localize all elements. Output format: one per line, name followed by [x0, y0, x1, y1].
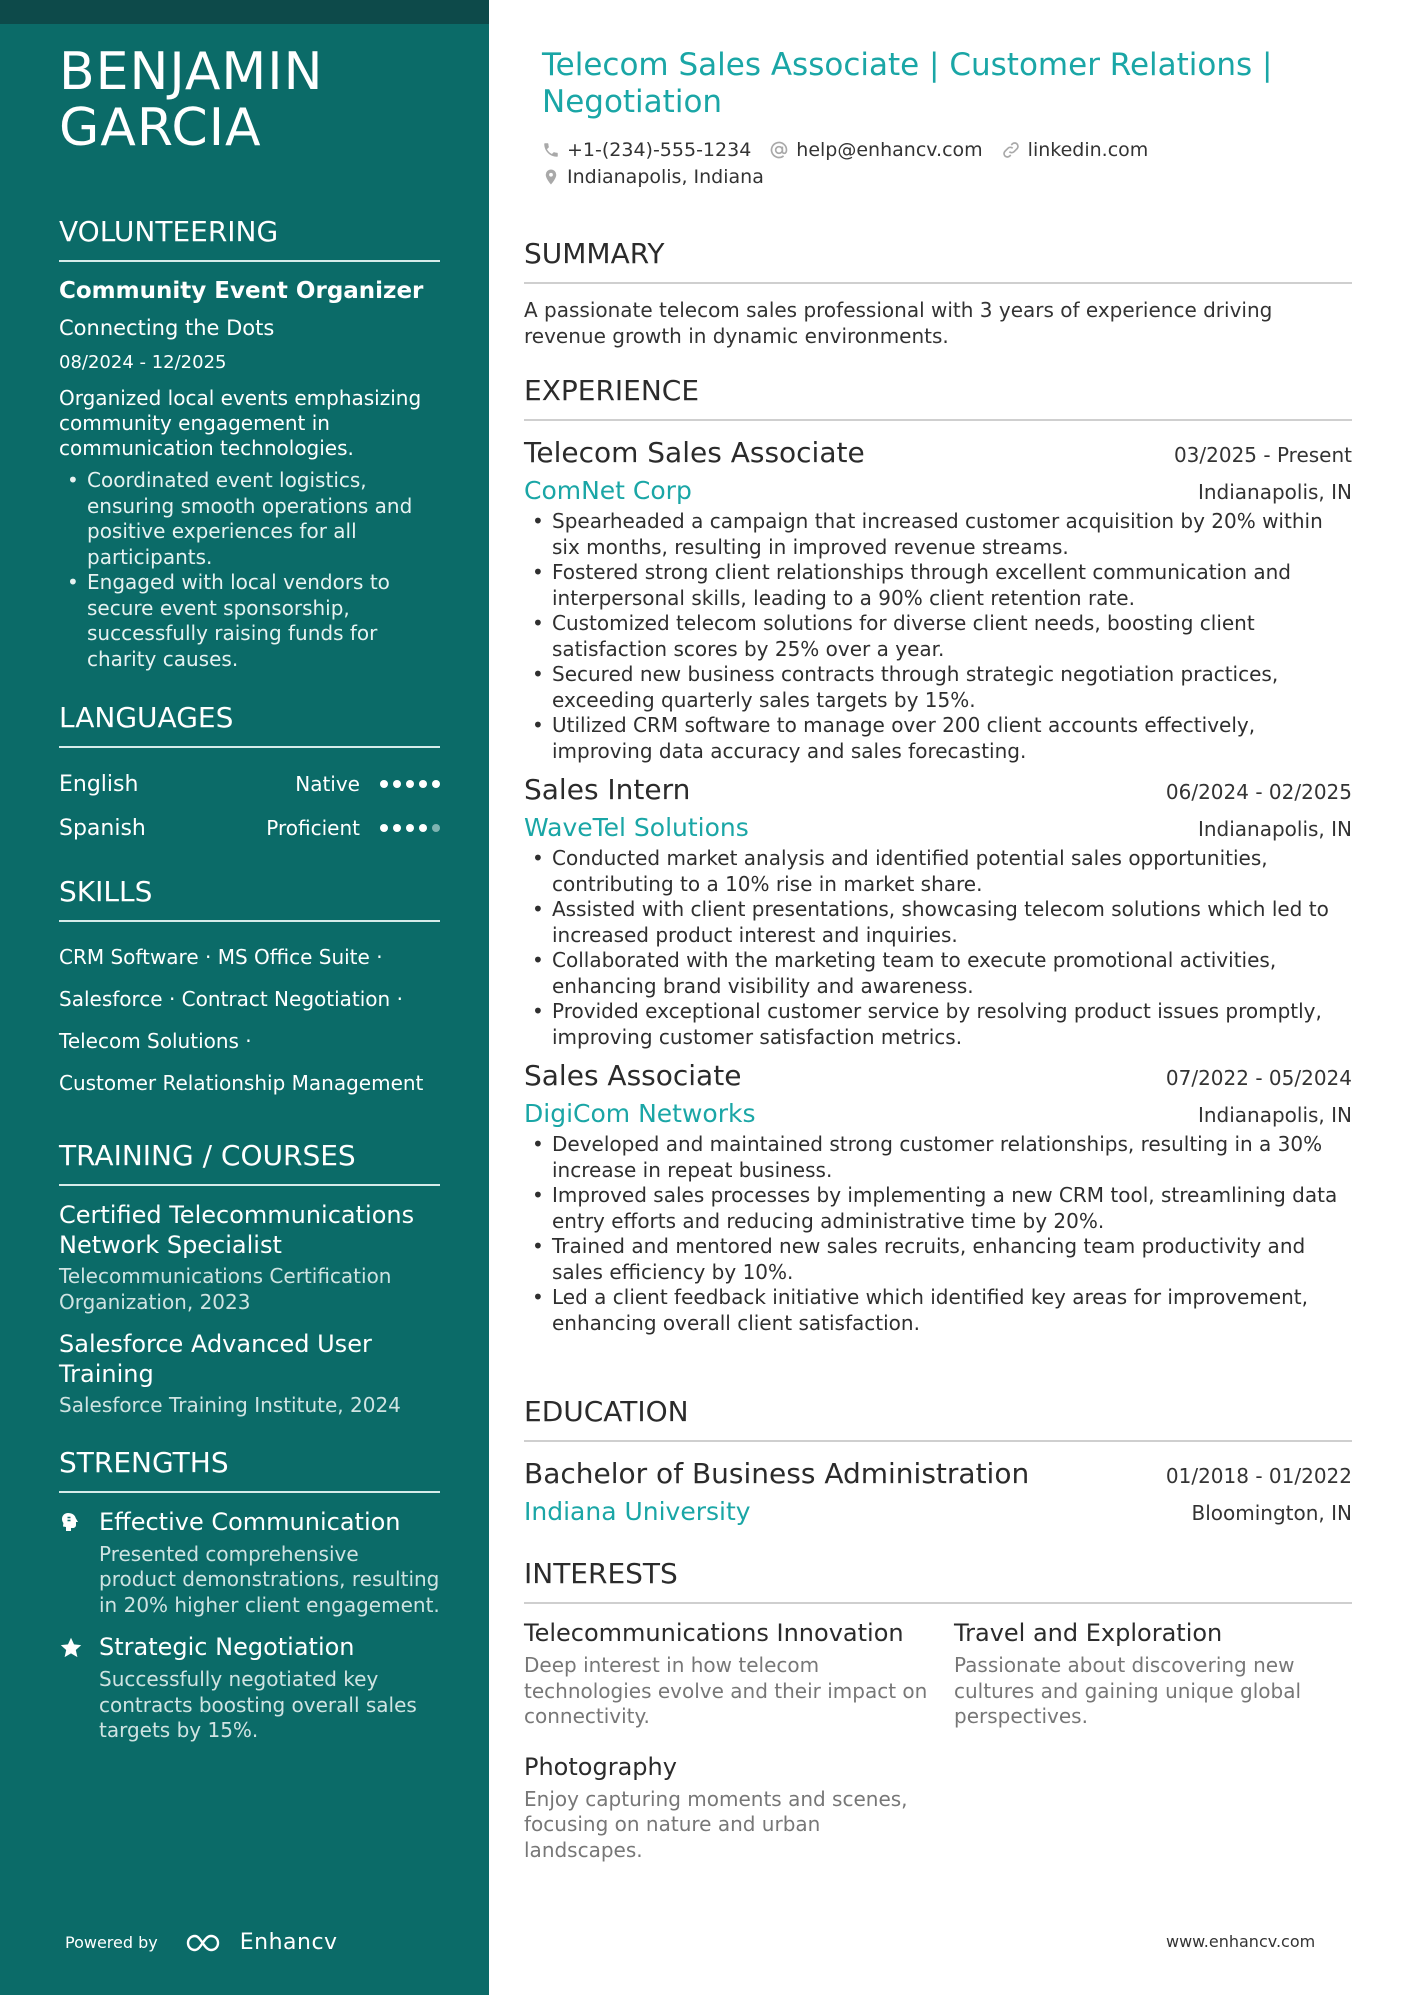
interest-item — [524, 1618, 954, 1730]
job-location: Indianapolis, IN — [1197, 1103, 1352, 1127]
skills-line: CRM Software · MS Office Suite · — [59, 945, 383, 969]
candidate-name: BENJAMIN GARCIA — [59, 42, 324, 158]
skills-line: Customer Relationship Management — [59, 1071, 424, 1095]
strength-title: Effective Communication — [99, 1507, 401, 1536]
job-company: DigiCom Networks — [524, 1099, 756, 1128]
volunteer-org: Connecting the Dots — [59, 316, 275, 340]
interest-item — [524, 1752, 954, 1864]
location-pin-icon — [542, 167, 560, 187]
headline: Telecom Sales Associate | Customer Relations | Negotiation — [542, 47, 1273, 120]
interests-heading: INTERESTS — [524, 1556, 1352, 1604]
interest-title: Photography — [524, 1752, 677, 1781]
course-title: Certified Telecommunications Network Specialist — [59, 1201, 415, 1259]
job-company: ComNet Corp — [524, 476, 692, 505]
summary-text: A passionate telecom sales professional with 3 years of experience driving revenue growth in dynamic environments. — [524, 298, 1273, 348]
list-item: • Spearheaded a campaign that increased customer acquisition by 20% within six months, resulting in improved revenue streams. — [524, 509, 1352, 560]
strength-title: Strategic Negotiation — [99, 1633, 355, 1661]
job-bullets — [524, 509, 1352, 764]
powered-by-label: Powered by — [65, 1933, 158, 1952]
email-contact[interactable] — [769, 139, 982, 161]
summary-heading: SUMMARY — [524, 236, 1352, 284]
phone-icon — [542, 141, 560, 159]
degree: Bachelor of Business Administration — [524, 1457, 1030, 1490]
enhancv-logo-icon — [184, 1932, 230, 1954]
summary-section — [524, 236, 1352, 349]
language-name: Spanish — [59, 815, 146, 841]
skills-heading: SKILLS — [59, 874, 440, 922]
list-item: • Engaged with local vendors to secure event sponsorship, successfully raising funds for charity causes. — [59, 570, 440, 672]
languages-section — [59, 700, 440, 850]
enhancv-logo[interactable] — [184, 1930, 338, 1955]
rating-dot — [393, 824, 401, 832]
sidebar — [0, 0, 489, 1995]
job-title: Sales Associate — [524, 1059, 742, 1092]
phone-contact[interactable] — [542, 139, 751, 161]
rating-dot — [419, 780, 427, 788]
language-row-spanish — [59, 806, 440, 850]
job-title: Sales Intern — [524, 773, 691, 806]
volunteering-section — [59, 214, 440, 672]
powered-by — [65, 1930, 338, 1955]
strength-item — [59, 1632, 440, 1744]
interest-item — [954, 1618, 1352, 1730]
list-item: • Secured new business contracts through strategic negotiation practices, exceeding quarterly sales targets by 15%. — [524, 662, 1352, 713]
interest-desc: Deep interest in how telecom technologies evolve and their impact on connectivity. — [524, 1653, 928, 1728]
list-item: • Led a client feedback initiative which identified key areas for improvement, enhancing overall client satisfaction. — [524, 1285, 1352, 1336]
language-level: Native — [295, 772, 360, 796]
experience-section — [524, 373, 1352, 1344]
brain-icon — [59, 1507, 99, 1619]
skills-section — [59, 874, 440, 1104]
rating-dot — [380, 824, 388, 832]
job-bullets — [524, 846, 1352, 1050]
link-icon — [1001, 140, 1021, 160]
linkedin-text: linkedin.com — [1027, 138, 1149, 161]
list-item: • Collaborated with the marketing team to execute promotional activities, enhancing brand visibility and awareness. — [524, 948, 1352, 999]
job-item — [524, 435, 1352, 764]
volunteer-description: Organized local events emphasizing community engagement in communication technologies. — [59, 386, 422, 460]
job-dates: 06/2024 - 02/2025 — [1165, 780, 1352, 804]
contact-info — [542, 136, 1352, 190]
job-item — [524, 1058, 1352, 1336]
location-text: Indianapolis, Indiana — [567, 165, 764, 188]
language-row-english — [59, 762, 440, 806]
interests-section — [524, 1556, 1352, 1863]
course-title: Salesforce Advanced User Training — [59, 1330, 372, 1388]
rating-dot-empty — [432, 824, 440, 832]
language-level: Proficient — [266, 816, 360, 840]
education-heading: EDUCATION — [524, 1394, 1352, 1442]
star-icon — [59, 1632, 99, 1744]
experience-heading: EXPERIENCE — [524, 373, 1352, 421]
strengths-heading: STRENGTHS — [59, 1445, 440, 1493]
training-section — [59, 1138, 440, 1419]
list-item: • Conducted market analysis and identified potential sales opportunities, contributing to a 10% rise in market share. — [524, 846, 1352, 897]
job-item — [524, 772, 1352, 1050]
interest-desc: Enjoy capturing moments and scenes, focusing on nature and urban landscapes. — [524, 1786, 908, 1862]
location-contact — [542, 166, 764, 188]
job-dates: 07/2022 - 05/2024 — [1165, 1066, 1352, 1090]
volunteer-role: Community Event Organizer — [59, 278, 424, 304]
course-org: Telecommunications Certification Organization, 2023 — [59, 1264, 392, 1314]
website-link[interactable]: www.enhancv.com — [1166, 1932, 1316, 1951]
volunteering-heading: VOLUNTEERING — [59, 214, 440, 262]
course-item — [59, 1329, 440, 1419]
sidebar-top-band — [0, 0, 489, 24]
school: Indiana University — [524, 1497, 751, 1526]
list-item: • Customized telecom solutions for diverse client needs, boosting client satisfaction scores by 25% over a year. — [524, 611, 1352, 662]
job-company: WaveTel Solutions — [524, 813, 749, 842]
at-icon — [769, 140, 789, 160]
rating-dot — [406, 780, 414, 788]
language-rating — [380, 780, 440, 788]
email-text: help@enhancv.com — [796, 138, 983, 161]
job-title: Telecom Sales Associate — [524, 436, 865, 469]
volunteer-dates: 08/2024 - 12/2025 — [59, 352, 227, 373]
skills-line: Salesforce · Contract Negotiation · — [59, 987, 403, 1011]
skills-line: Telecom Solutions · — [59, 1029, 252, 1053]
strengths-section — [59, 1445, 440, 1744]
rating-dot — [419, 824, 427, 832]
phone-text: +1-(234)-555-1234 — [567, 138, 752, 161]
education-section — [524, 1394, 1352, 1528]
rating-dot — [406, 824, 414, 832]
job-bullets — [524, 1132, 1352, 1336]
languages-heading: LANGUAGES — [59, 700, 440, 748]
list-item: • Provided exceptional customer service by resolving product issues promptly, improving customer satisfaction metrics. — [524, 999, 1352, 1050]
interest-desc: Passionate about discovering new cultures and gaining unique global perspectives. — [954, 1653, 1302, 1728]
strength-desc: Presented comprehensive product demonstrations, resulting in 20% higher client engagement. — [99, 1541, 440, 1617]
strength-desc: Successfully negotiated key contracts boosting overall sales targets by 15%. — [99, 1667, 417, 1742]
interest-title: Telecommunications Innovation — [524, 1619, 904, 1647]
interest-title: Travel and Exploration — [954, 1619, 1223, 1647]
linkedin-contact[interactable] — [1001, 139, 1149, 161]
course-item — [59, 1200, 440, 1315]
training-heading: TRAINING / COURSES — [59, 1138, 440, 1186]
strength-item — [59, 1507, 440, 1619]
list-item: • Utilized CRM software to manage over 200 client accounts effectively, improving data accuracy and sales forecasting. — [524, 713, 1352, 764]
list-item: • Improved sales processes by implementing a new CRM tool, streamlining data entry efforts and reducing administrative time by 20%. — [524, 1183, 1352, 1234]
job-dates: 03/2025 - Present — [1173, 443, 1352, 467]
list-item: • Coordinated event logistics, ensuring smooth operations and positive experiences for all participants. — [59, 468, 440, 570]
enhancv-brand-name: Enhancv — [239, 1930, 338, 1955]
rating-dot — [393, 780, 401, 788]
list-item: • Developed and maintained strong customer relationships, resulting in a 30% increase in repeat business. — [524, 1132, 1352, 1183]
list-item: • Trained and mentored new sales recruits, enhancing team productivity and sales efficiency by 10%. — [524, 1234, 1352, 1285]
list-item: • Fostered strong client relationships through excellent communication and interpersonal skills, leading to a 90% client retention rate. — [524, 560, 1352, 611]
job-location: Indianapolis, IN — [1197, 817, 1352, 841]
rating-dot — [380, 780, 388, 788]
course-org: Salesforce Training Institute, 2024 — [59, 1393, 401, 1417]
language-name: English — [59, 771, 139, 797]
education-location: Bloomington, IN — [1191, 1501, 1352, 1525]
language-rating — [380, 824, 440, 832]
list-item: • Assisted with client presentations, showcasing telecom solutions which led to increased product interest and inquiries. — [524, 897, 1352, 948]
volunteer-bullets — [59, 468, 440, 672]
education-dates: 01/2018 - 01/2022 — [1165, 1464, 1352, 1488]
rating-dot — [432, 780, 440, 788]
job-location: Indianapolis, IN — [1197, 480, 1352, 504]
